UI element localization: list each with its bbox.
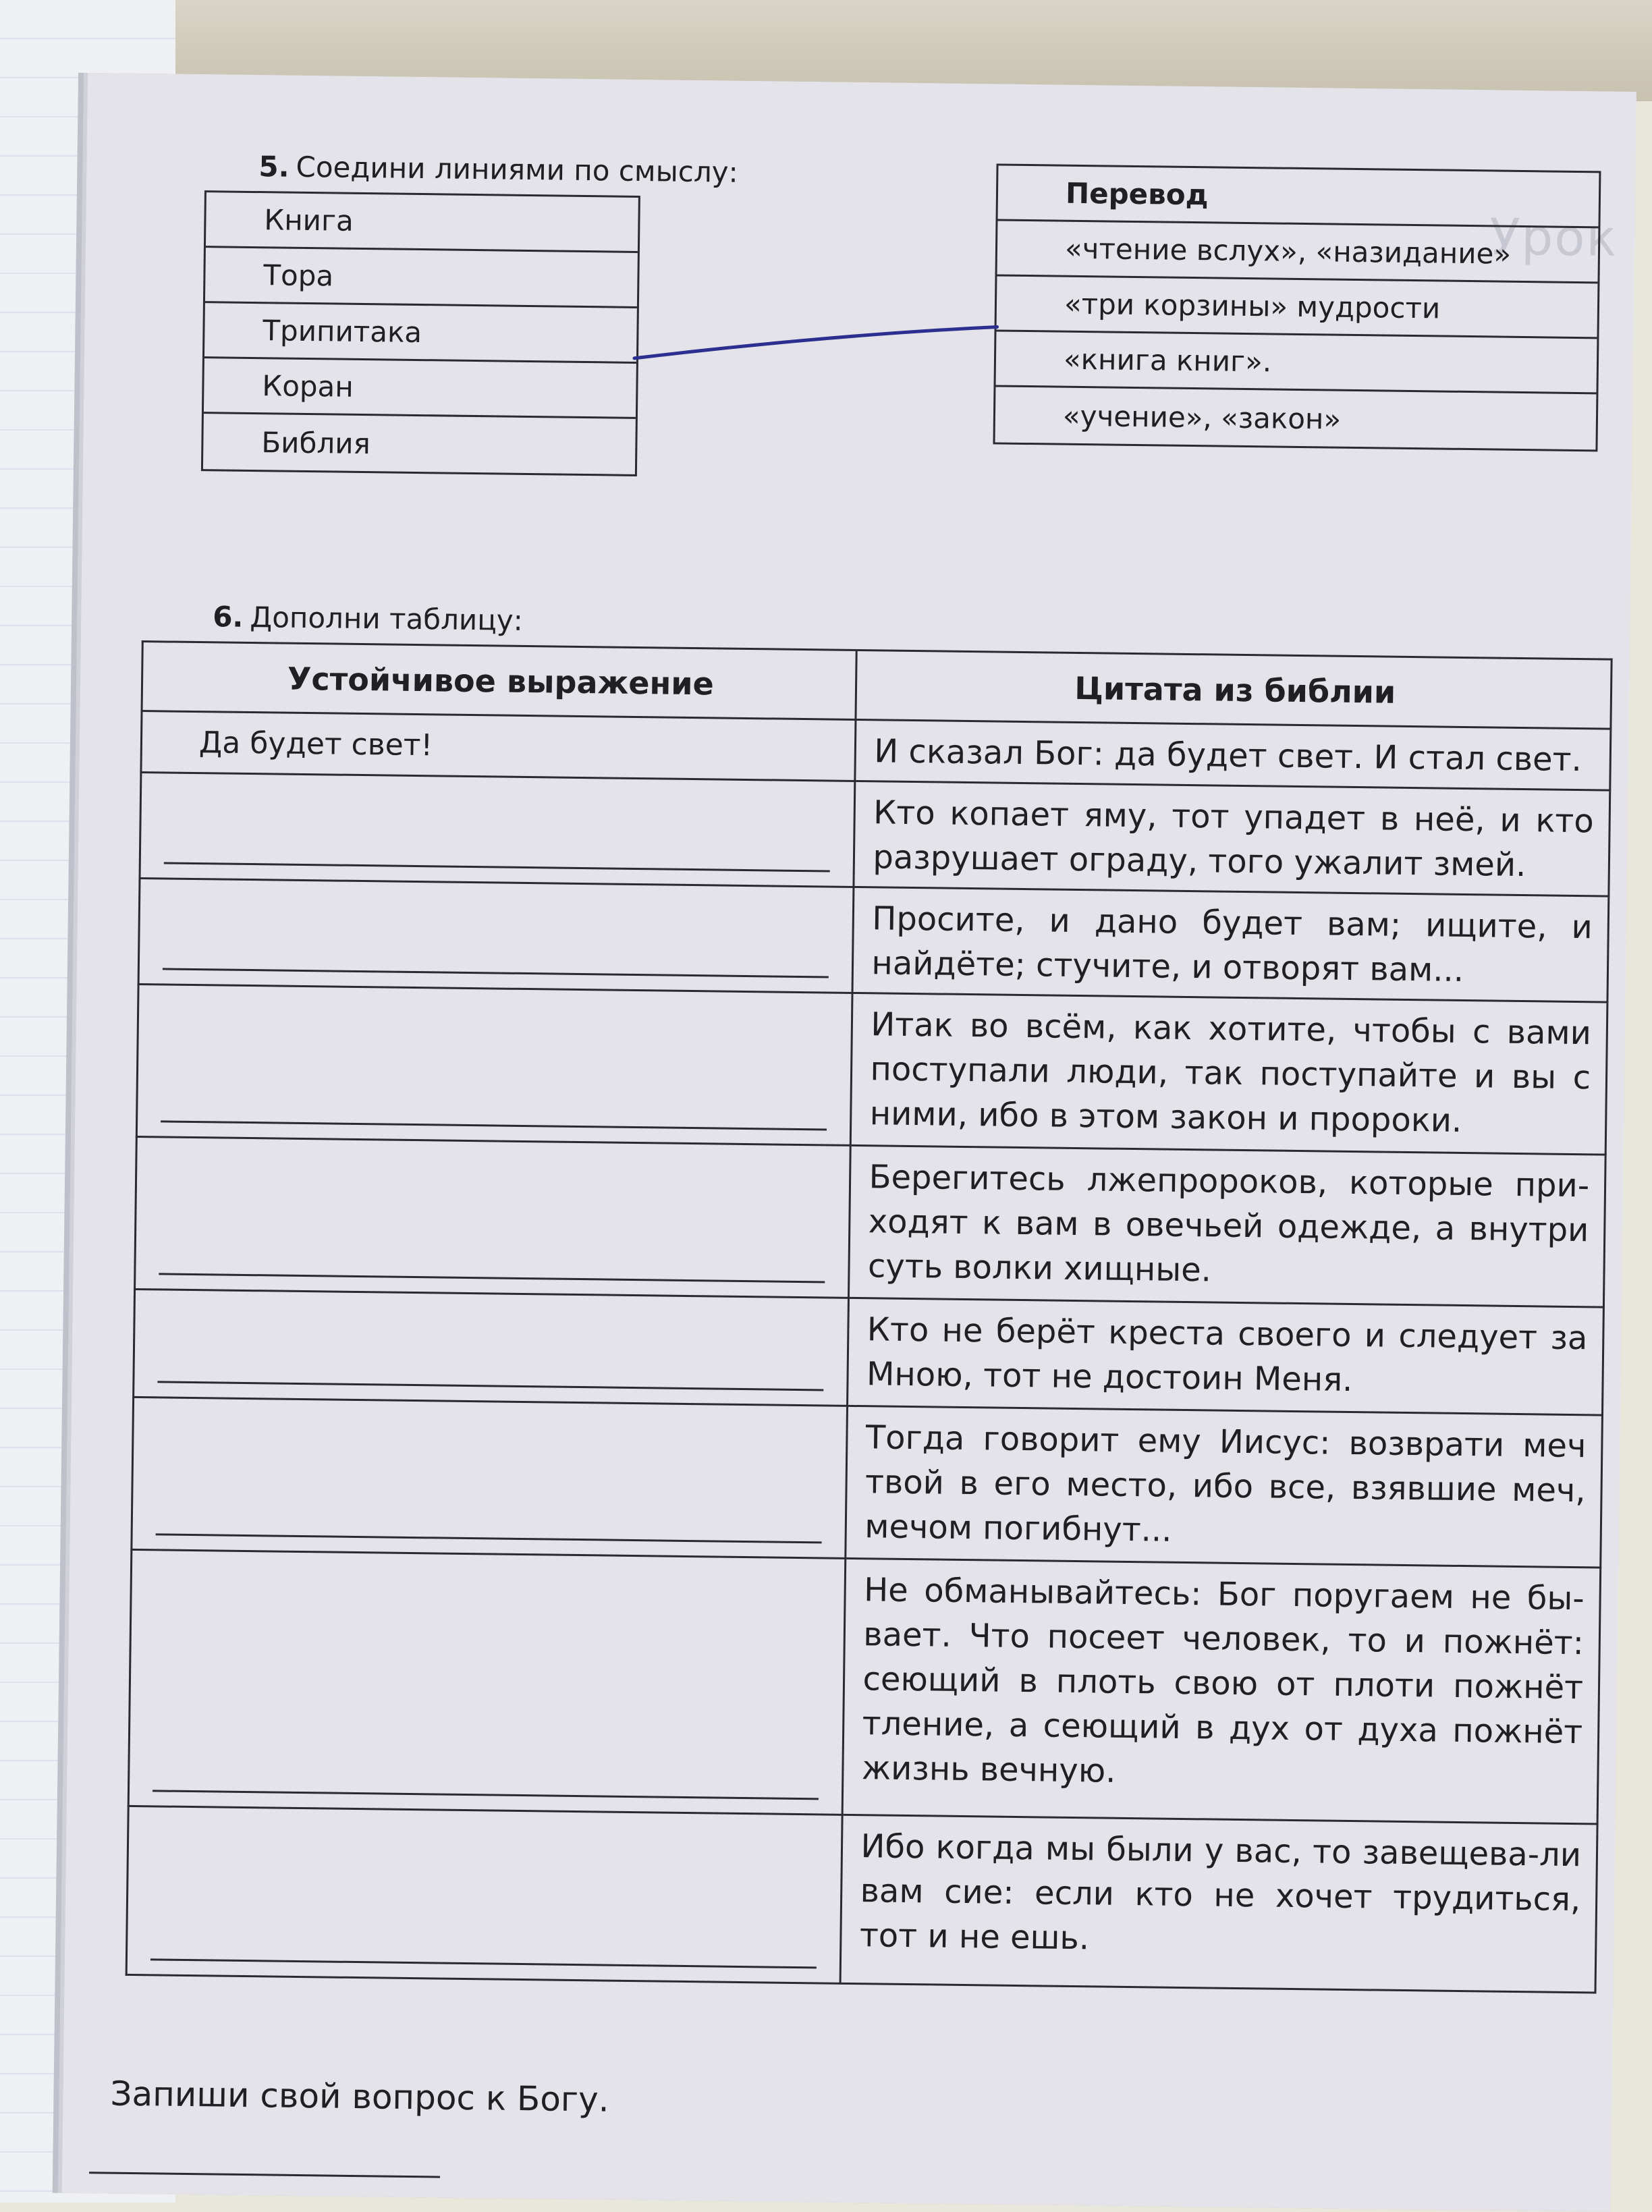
answer-line[interactable]	[159, 1273, 825, 1283]
table-row	[135, 1136, 1606, 1307]
expression-cell[interactable]	[140, 773, 855, 887]
expression-cell[interactable]	[138, 879, 854, 993]
left-item-label: Библия	[261, 425, 371, 460]
answer-line[interactable]	[163, 968, 829, 978]
quote-cell	[846, 1406, 1602, 1568]
question-answer-line[interactable]	[89, 2172, 440, 2178]
left-item-label: Тора	[263, 258, 334, 293]
quote-cell	[848, 1298, 1603, 1415]
header-quote: Цитата из библии	[856, 650, 1612, 729]
header-expression: Устойчивое выражение	[142, 642, 857, 720]
quote-text: Просите, и дано будет вам; ищите, и найдёте; стучите, и отворят вам...	[871, 900, 1593, 989]
expression-cell[interactable]	[135, 1136, 851, 1298]
right-item-2[interactable]	[997, 276, 1598, 339]
quote-text: Ибо когда мы были у вас, то завещева-ли вам сие: если кто не хочет трудиться, тот и не ешь.	[859, 1827, 1582, 1958]
left-item-label: Трипитака	[263, 314, 422, 350]
exercise-5-instruction: Соедини линиями по смыслу:	[296, 150, 739, 189]
table-row	[132, 1397, 1603, 1568]
expression-cell[interactable]	[134, 1289, 849, 1406]
answer-line[interactable]	[156, 1533, 822, 1543]
expression-cell[interactable]	[128, 1549, 846, 1815]
right-list-header	[998, 165, 1599, 228]
exercise-6-table	[126, 640, 1613, 1993]
table-row	[126, 1806, 1597, 1993]
left-item-label: Книга	[264, 203, 354, 238]
expression-cell[interactable]	[136, 984, 852, 1145]
quote-cell	[843, 1558, 1601, 1824]
quote-cell	[855, 719, 1611, 790]
answer-line[interactable]	[161, 1120, 827, 1130]
workbook-page	[62, 73, 1636, 2212]
quote-cell	[849, 1145, 1605, 1307]
quote-text: Тогда говорит ему Иисус: возврати меч твой в его место, ибо все, взявшие меч, мечом погибнут...	[864, 1418, 1587, 1549]
expression-cell[interactable]	[132, 1397, 848, 1558]
exercise-6-title	[213, 601, 523, 637]
exercise-5-left-list	[201, 190, 640, 476]
left-item-tora[interactable]	[205, 248, 638, 308]
exercise-5-title	[258, 150, 738, 189]
exercise-6-number: 6.	[212, 600, 244, 634]
quote-text: Берегитесь лжепророков, которые при-ходят к вам в овечьей одежде, а внутри суть волки хищные.	[867, 1158, 1590, 1290]
quote-cell	[841, 1815, 1598, 1993]
quote-text: Итак во всём, как хотите, чтобы с вами поступали люди, так поступайте и вы с ними, ибо в этом закон и пророки.	[869, 1005, 1592, 1140]
right-item-label: «учение», «закон»	[1062, 399, 1342, 436]
right-item-1[interactable]	[997, 221, 1599, 283]
left-item-kniga[interactable]	[206, 192, 638, 253]
quote-cell	[851, 993, 1607, 1155]
quote-text: Кто не берёт креста своего и следует за Мною, тот не достоин Меня.	[866, 1310, 1588, 1400]
table-row	[138, 879, 1609, 1003]
table-row	[136, 984, 1607, 1155]
left-item-koran[interactable]	[204, 358, 636, 419]
right-item-label: «три корзины» мудрости	[1064, 287, 1441, 325]
left-item-label: Коран	[262, 369, 354, 404]
left-item-bibliya[interactable]	[203, 414, 636, 474]
quote-cell	[854, 781, 1609, 896]
exercise-5-number: 5.	[258, 150, 290, 184]
right-header-label: Перевод	[1065, 176, 1209, 212]
table-row	[140, 773, 1610, 897]
answer-line[interactable]	[164, 862, 830, 872]
left-item-tripitaka[interactable]	[204, 303, 637, 364]
quote-cell	[852, 887, 1608, 1002]
right-item-label: «книга книг».	[1063, 342, 1272, 379]
table-row	[128, 1549, 1600, 1824]
expression-text: Да будет свет!	[198, 725, 433, 763]
bleed-through-heading: Урок	[1489, 208, 1618, 268]
right-item-3[interactable]	[995, 331, 1597, 394]
exercise-6-instruction: Дополни таблицу:	[250, 600, 524, 637]
answer-line[interactable]	[150, 1958, 817, 1968]
right-item-4[interactable]	[995, 387, 1596, 449]
expression-cell[interactable]	[126, 1806, 842, 1983]
right-item-label: «чтение вслух», «назидание»	[1064, 231, 1512, 271]
write-question-prompt: Запиши свой вопрос к Богу.	[110, 2074, 609, 2120]
quote-text: И сказал Бог: да будет свет. И стал свет.	[874, 732, 1582, 779]
expression-cell	[141, 711, 856, 781]
exercise-5-right-list	[993, 163, 1601, 451]
quote-text: Не обманывайтесь: Бог поругаем не бы-вает. Что посеет человек, то и пожнёт: сеющий в плоть свою от плоти пожнёт тление, а сеющий в дух от духа пожнёт жизнь вечную.	[861, 1571, 1585, 1790]
table-row	[134, 1289, 1604, 1415]
quote-text: Кто копает яму, тот упадет в неё, и кто разрушает ограду, того ужалит змей.	[873, 794, 1595, 885]
answer-line[interactable]	[157, 1381, 823, 1391]
answer-line[interactable]	[153, 1790, 819, 1800]
handwritten-line-tripitaka-to-tri-korziny	[634, 323, 997, 363]
